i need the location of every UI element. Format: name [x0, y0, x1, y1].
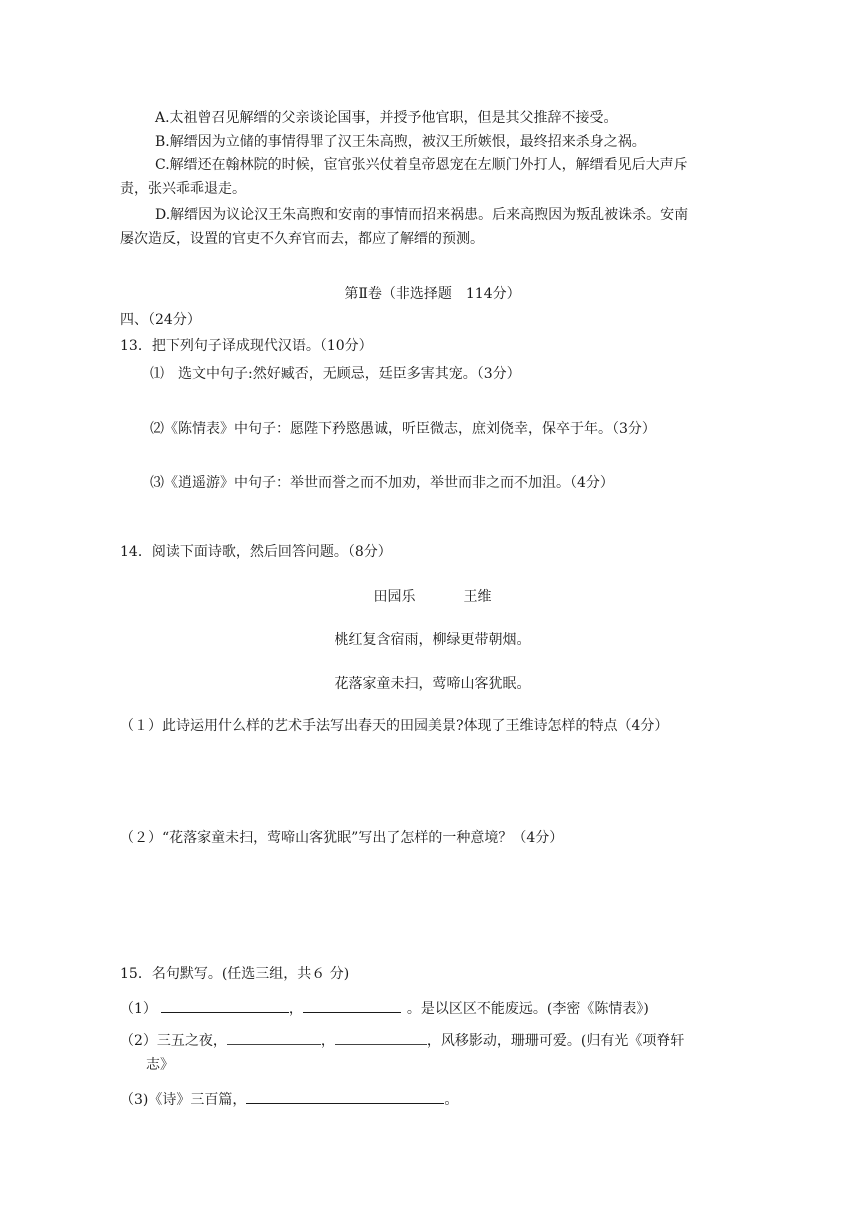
- q15-item-1: [120, 998, 649, 1016]
- q15-item-2-start: （2）三五之夜，: [120, 1033, 227, 1049]
- q15-item-3-ending: 。: [444, 1092, 459, 1108]
- q15-item-1-separator: ，: [288, 1001, 303, 1017]
- answer-blank[interactable]: [227, 1030, 321, 1045]
- section-4-heading: 四、（24分）: [120, 312, 201, 328]
- q15-item-3-start: （3)《诗》三百篇，: [120, 1092, 247, 1108]
- part2-title: 第Ⅱ卷（非选择题 114分）: [344, 286, 521, 302]
- q15-item-2-ending: ，风移影动，珊珊可爱。(归有光《项脊轩: [426, 1033, 685, 1049]
- q14-title: 14．阅读下面诗歌，然后回答问题。（8分）: [120, 544, 392, 560]
- q15-title: 15．名句默写。(任选三组，共６ 分): [120, 966, 350, 982]
- q14-sub-1: （１）此诗运用什么样的艺术手法写出春天的田园美景?体现了王维诗怎样的特点（4分）: [120, 718, 669, 734]
- answer-blank[interactable]: [161, 998, 289, 1013]
- option-a: A.太祖曾召见解缙的父亲谈论国事，并授予他官职，但是其父推辞不接受。: [155, 110, 618, 126]
- q15-item-2-continuation: 志》: [146, 1057, 174, 1073]
- q13-title: 13．把下列句子译成现代汉语。（10分）: [120, 338, 373, 354]
- option-c-line2: 责，张兴乖乖退走。: [120, 181, 246, 197]
- answer-blank[interactable]: [303, 998, 401, 1013]
- option-c-line1: C.解缙还在翰林院的时候，宦官张兴仗着皇帝恩宠在左顺门外打人，解缙看见后大声斥: [155, 157, 688, 173]
- q15-item-1-number: （1）: [120, 1001, 157, 1017]
- poem-line-2: 花落家童未扫，莺啼山客犹眠。: [334, 676, 531, 692]
- option-d-line1: D.解缙因为议论汉王朱高煦和安南的事情而招来祸患。后来高煦因为叛乱被诛杀。安南: [155, 207, 689, 223]
- q13-sentence-2: ⑵《陈情表》中句子：愿陛下矜愍愚诚，听臣微志，庶刘侥幸，保卒于年。（3分）: [150, 421, 656, 437]
- q15-item-2: [120, 1030, 684, 1048]
- q15-item-1-ending: 。是以区区不能废远。(李密《陈情表》): [406, 1001, 649, 1017]
- q15-item-3: [120, 1089, 458, 1107]
- option-d-line2: 屡次造反，设置的官吏不久弃官而去，都应了解缙的预测。: [120, 231, 484, 247]
- poem-author: 王维: [463, 589, 492, 605]
- answer-blank[interactable]: [335, 1030, 427, 1045]
- q13-sentence-3: ⑶《逍遥游》中句子：举世而誉之而不加劝，举世而非之而不加沮。（4分）: [150, 475, 614, 491]
- poem-heading: [0, 590, 865, 604]
- option-b: B.解缙因为立储的事情得罪了汉王朱高煦，被汉王所嫉恨，最终招来杀身之祸。: [155, 134, 646, 150]
- poem-title: 田园乐: [373, 589, 416, 605]
- q13-sentence-1: ⑴ 选文中句子:然好臧否，无顾忌，廷臣多害其宠。（3分）: [150, 366, 521, 382]
- answer-blank[interactable]: [246, 1089, 444, 1104]
- poem-line-1: 桃红复含宿雨，柳绿更带朝烟。: [334, 632, 531, 648]
- q14-sub-2: （２）“花落家童未扫，莺啼山客犹眠”写出了怎样的一种意境？（4分）: [120, 830, 564, 846]
- q15-item-2-separator: ，: [320, 1033, 335, 1049]
